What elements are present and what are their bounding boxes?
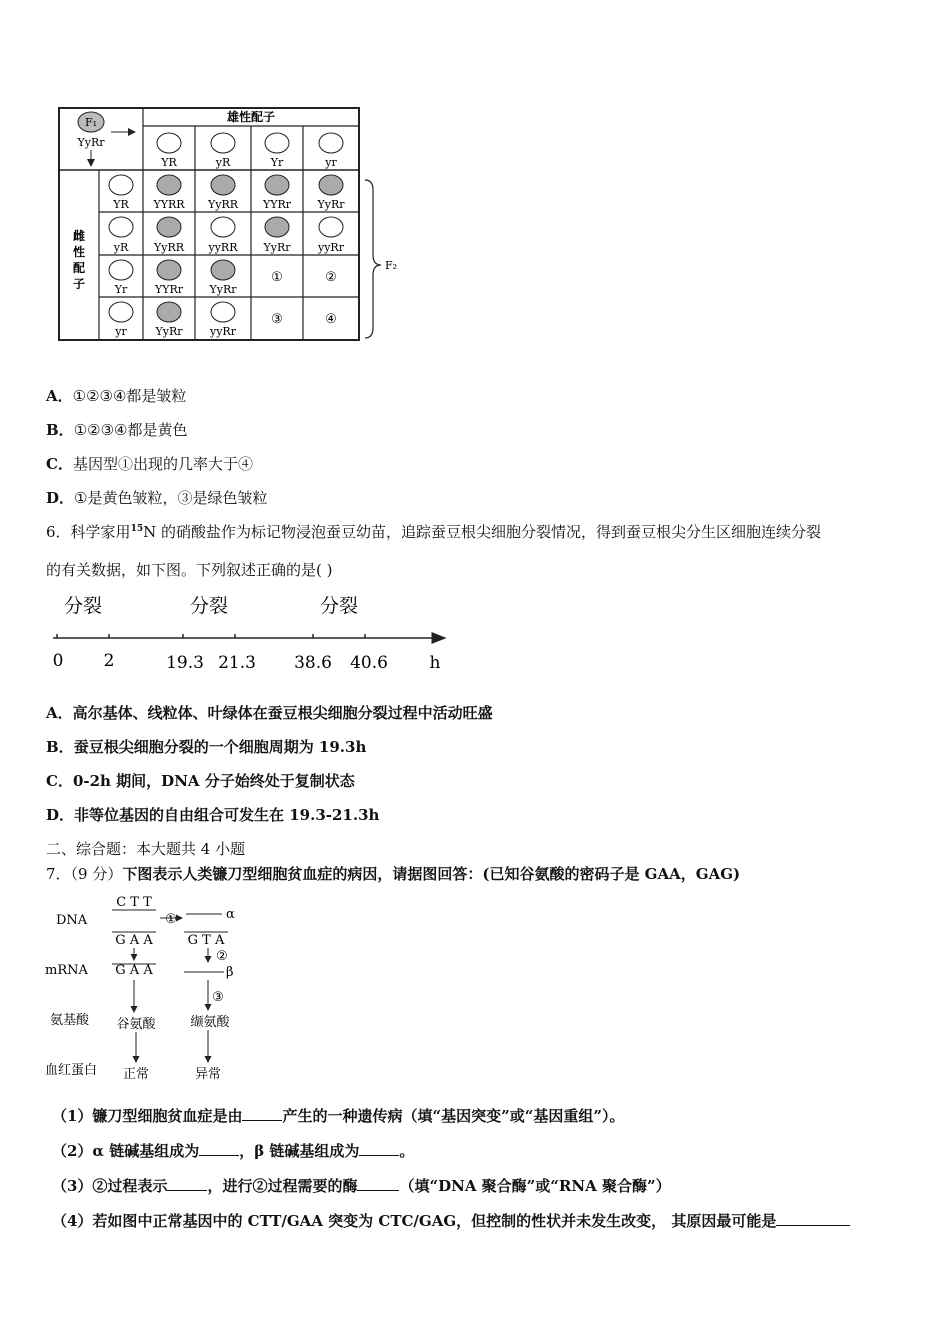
segment-label: 分裂: [63, 595, 103, 617]
step-2-label: ②: [216, 949, 228, 964]
offspring-cell: [208, 217, 239, 254]
svg-text:yyRR: yyRR: [208, 241, 238, 254]
q5-option-b[interactable]: B．①②③④都是黄色: [46, 421, 188, 439]
mutant-dna-strand: G T A: [187, 933, 225, 948]
svg-text:yR: yR: [113, 241, 129, 254]
svg-text:YYRr: YYRr: [154, 283, 184, 296]
offspring-cell: [262, 175, 292, 211]
svg-text:Yr: Yr: [270, 156, 284, 169]
offspring-cell: [262, 217, 291, 254]
svg-text:YR: YR: [161, 156, 177, 169]
answer-blank[interactable]: [199, 1141, 239, 1156]
step-1-label: ①: [165, 912, 177, 927]
offspring-cell: [154, 302, 183, 338]
svg-text:YyRR: YyRR: [207, 198, 239, 211]
offspring-cell: [317, 217, 345, 254]
male-gamete: [319, 133, 343, 169]
offspring-cell: [208, 260, 237, 296]
q6-option-a[interactable]: A．高尔基体、线粒体、叶绿体在蚕豆根尖细胞分裂过程中活动旺盛: [46, 704, 493, 722]
svg-text:④: ④: [325, 312, 337, 327]
f1-genotype: YyRr: [77, 136, 105, 149]
answer-blank[interactable]: [776, 1211, 850, 1226]
svg-text:yyRr: yyRr: [318, 241, 344, 254]
svg-text:yR: yR: [215, 156, 231, 169]
svg-text:YYRR: YYRR: [153, 198, 185, 211]
svg-text:yr: yr: [325, 156, 337, 169]
q7-sub-4: （4）若如图中正常基因中的 CTT/GAA 突变为 CTC/GAG，但控制的性状并未发生改变， 其原因最可能是: [52, 1210, 850, 1231]
f1-label: F₁: [84, 116, 98, 129]
segment-label: 分裂: [319, 595, 359, 617]
tick-label: 0: [52, 651, 64, 671]
female-gamete: [109, 302, 133, 338]
svg-text:③: ③: [271, 312, 283, 327]
svg-text:①: ①: [271, 270, 283, 285]
offspring-cell: [316, 175, 345, 211]
tick-label: 38.6: [294, 653, 332, 673]
male-gamete: [157, 133, 181, 169]
male-gamete: [211, 133, 235, 169]
svg-text:YyRr: YyRr: [209, 283, 237, 296]
offspring-cell: [325, 270, 337, 285]
q5-option-a[interactable]: A．①②③④都是皱粒: [46, 387, 187, 405]
normal-mrna: G A A: [115, 963, 153, 978]
segment-label: 分裂: [189, 595, 229, 617]
svg-text:②: ②: [325, 270, 337, 285]
q7-sub-3: （3）②过程表示 ，进行②过程需要的酶 （填“DNA 聚合酶”或“RNA 聚合酶”）: [52, 1177, 671, 1195]
alpha-label: α: [226, 907, 235, 922]
normal-amino-acid: 谷氨酸: [116, 1017, 156, 1032]
female-gamete: [109, 217, 133, 254]
f2-brace: [365, 180, 381, 338]
svg-text:yr: yr: [115, 325, 127, 338]
section-title: 二、综合题：本大题共 4 小题: [46, 840, 246, 858]
answer-blank[interactable]: [167, 1176, 207, 1191]
female-header-char: 雌: [72, 229, 86, 243]
beta-label: β: [226, 965, 234, 980]
offspring-cell: [207, 175, 239, 211]
sickle-cell-diagram: [40, 890, 260, 1090]
q7-sub-1: （1）镰刀型细胞贫血症是由 产生的一种遗传病（填“基因突变”或“基因重组”）。: [52, 1107, 625, 1125]
q7-stem: 7．（9 分）下图表示人类镰刀型细胞贫血症的病因，请据图回答：(已知谷氨酸的密码子是 GAA，GAG): [46, 865, 741, 883]
q6-option-d[interactable]: D．非等位基因的自由组合可发生在 19.3-21.3h: [46, 806, 380, 824]
mutant-amino-acid: 缬氨酸: [190, 1015, 230, 1030]
tick-label: 40.6: [350, 653, 388, 673]
dna-top-strand: C T T: [116, 895, 152, 910]
tick-label: 21.3: [218, 653, 256, 673]
dna-bottom-strand: G A A: [115, 933, 153, 948]
q6-option-c[interactable]: C．0-2h 期间，DNA 分子始终处于复制状态: [46, 772, 355, 790]
female-gamete: [109, 175, 133, 211]
svg-text:YyRr: YyRr: [263, 241, 291, 254]
offspring-cell: [154, 260, 184, 296]
f2-label: F₂: [385, 259, 398, 272]
answer-blank[interactable]: [359, 1141, 399, 1156]
q7-sub-2: （2）α 链碱基组成为 ，β 链碱基组成为 。: [52, 1142, 415, 1160]
male-gamete: [265, 133, 289, 169]
hemoglobin-row-label: 血红蛋白: [45, 1063, 98, 1078]
punnett-square-figure: [55, 100, 405, 345]
female-header-char: 配: [72, 261, 86, 275]
offspring-cell: [325, 312, 337, 327]
svg-text:YR: YR: [113, 198, 129, 211]
tick-label: 2: [103, 651, 115, 671]
answer-blank[interactable]: [357, 1176, 399, 1191]
answer-blank[interactable]: [242, 1106, 282, 1121]
step-3-label: ③: [212, 990, 224, 1005]
q5-option-d[interactable]: D．①是黄色皱粒，③是绿色皱粒: [46, 489, 268, 507]
female-header-char: 子: [72, 277, 86, 291]
q6-stem-line1: 6．科学家用$^{15}$N 的硝酸盐作为标记物浸泡蚕豆幼苗，追踪蚕豆根尖细胞分裂情况，得到蚕豆根尖分生区细胞连续分裂: [46, 523, 821, 541]
female-gamete: [109, 260, 133, 296]
axis-unit-label: h: [429, 653, 441, 673]
normal-result: 正常: [122, 1067, 150, 1082]
cell-cycle-timeline: [45, 590, 455, 680]
mrna-row-label: mRNA: [45, 963, 88, 978]
q6-option-b[interactable]: B．蚕豆根尖细胞分裂的一个细胞周期为 19.3h: [46, 738, 367, 756]
offspring-cell: [152, 175, 185, 211]
offspring-cell: [271, 312, 283, 327]
dna-row-label: DNA: [56, 913, 88, 928]
offspring-cell: [153, 217, 185, 254]
offspring-cell: [209, 302, 237, 338]
svg-text:YYRr: YYRr: [262, 198, 292, 211]
q6-stem-line2: 的有关数据，如下图。下列叙述正确的是( ): [46, 561, 333, 579]
male-gamete-header: 雄性配子: [226, 110, 276, 124]
female-header-char: 性: [72, 245, 86, 259]
abnormal-result: 异常: [194, 1067, 222, 1082]
offspring-cell: [271, 270, 283, 285]
svg-text:YyRR: YyRR: [153, 241, 185, 254]
svg-text:yyRr: yyRr: [210, 325, 236, 338]
svg-text:Yr: Yr: [114, 283, 128, 296]
svg-text:YyRr: YyRr: [317, 198, 345, 211]
tick-label: 19.3: [166, 653, 204, 673]
amino-acid-row-label: 氨基酸: [50, 1013, 90, 1028]
svg-text:YyRr: YyRr: [155, 325, 183, 338]
q5-option-c[interactable]: C．基因型①出现的几率大于④: [46, 455, 253, 473]
